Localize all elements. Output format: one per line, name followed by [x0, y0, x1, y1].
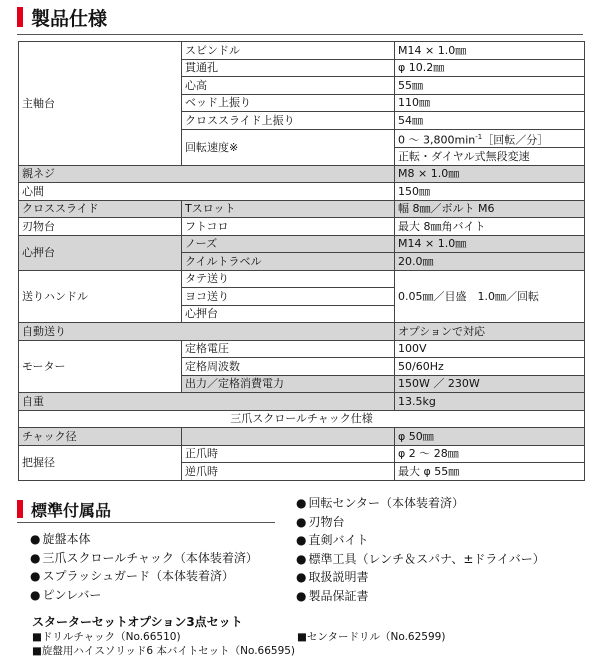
spec-label: ヨコ送り — [182, 288, 395, 306]
accessories-heading — [17, 497, 111, 521]
spec-group-label: 心押台 — [19, 235, 182, 270]
spec-value: オプションで対応 — [395, 323, 585, 341]
spec-value: 最大 8㎜角バイト — [395, 218, 585, 236]
starter-item: ■センタードリル（No.62599) — [297, 631, 446, 643]
bullet-icon: ● — [30, 569, 41, 584]
spec-value: 最大 φ 55㎜ — [395, 463, 585, 481]
spec-table — [18, 41, 585, 481]
spec-label: 定格周波数 — [182, 358, 395, 376]
spec-value: φ 50㎜ — [395, 428, 585, 446]
table-row — [19, 323, 585, 341]
spec-label: 自動送り — [19, 323, 395, 341]
spec-label: 貫通孔 — [182, 59, 395, 77]
spec-value: M8 × 1.0㎜ — [395, 165, 585, 183]
heading-divider — [17, 522, 275, 523]
spec-label: 親ネジ — [19, 165, 395, 183]
spec-label: 刃物台 — [19, 218, 182, 236]
spec-label: 定格電圧 — [182, 340, 395, 358]
spec-label: クロススライド上振り — [182, 112, 395, 130]
table-row — [19, 42, 585, 60]
table-row — [19, 165, 585, 183]
spec-value: 20.0㎜ — [395, 253, 585, 271]
spec-label: 回転速度※ — [182, 129, 395, 165]
spec-label: タテ送り — [182, 270, 395, 288]
heading-accent-bar — [17, 500, 23, 518]
table-row — [19, 183, 585, 201]
spec-value: 54㎜ — [395, 112, 585, 130]
list-item: ● 刃物台 — [296, 514, 345, 529]
spec-heading — [17, 4, 107, 30]
spec-label: 逆爪時 — [182, 463, 395, 481]
spec-value: 正転・ダイヤル式無段変速 — [395, 148, 585, 166]
starter-item: ■ドリルチャック（No.66510) — [32, 631, 181, 643]
spec-value: M14 × 1.0㎜ — [395, 235, 585, 253]
heading-accent-bar — [17, 7, 23, 27]
spec-value: 13.5kg — [395, 393, 585, 411]
spec-label: チャック径 — [19, 428, 182, 446]
bullet-icon: ● — [296, 533, 307, 548]
table-row — [19, 218, 585, 236]
list-item: ● 三爪スクロールチャック（本体装着済） — [30, 550, 258, 565]
spec-value: 50/60Hz — [395, 358, 585, 376]
accessory-list-left — [30, 530, 258, 604]
spec-group-label: 把握径 — [19, 445, 182, 480]
table-row — [19, 200, 585, 218]
spec-value: M14 × 1.0㎜ — [395, 42, 585, 60]
spec-label: 心間 — [19, 183, 395, 201]
list-item: ● 製品保証書 — [296, 588, 369, 603]
spec-group-label: 送りハンドル — [19, 270, 182, 323]
bullet-icon: ● — [296, 588, 307, 603]
chuck-spec-header: 三爪スクロールチャック仕様 — [19, 410, 585, 428]
bullet-icon: ● — [30, 587, 41, 602]
spec-value: 55㎜ — [395, 77, 585, 95]
table-row — [19, 393, 585, 411]
list-item: ● スプラッシュガード（本体装着済） — [30, 569, 235, 584]
table-row — [19, 340, 585, 358]
list-item: ● 直剣バイト — [296, 533, 369, 548]
table-row — [19, 428, 585, 446]
spec-group-label: 主軸台 — [19, 42, 182, 166]
table-row — [19, 445, 585, 463]
list-item: ● 標準工具（レンチ＆スパナ、±ドライバー） — [296, 551, 545, 566]
bullet-icon: ● — [30, 532, 41, 546]
spec-value: 0.05㎜／目盛 1.0㎜／回転 — [395, 270, 585, 323]
bullet-icon: ● — [296, 496, 307, 510]
spec-group-label: モーター — [19, 340, 182, 393]
accessories-title: 標準付属品 — [31, 500, 112, 520]
spec-label: ノーズ — [182, 235, 395, 253]
spec-label: クイルトラベル — [182, 253, 395, 271]
bullet-icon: ● — [30, 550, 41, 565]
heading-divider — [17, 34, 583, 35]
spec-sublabel: フトコロ — [182, 218, 395, 236]
spec-label: ベッド上振り — [182, 94, 395, 112]
spec-label: 心押台 — [182, 305, 395, 323]
spec-label: 心高 — [182, 77, 395, 95]
list-item: ● 取扱説明書 — [296, 570, 369, 585]
spec-value: φ 10.2㎜ — [395, 59, 585, 77]
bullet-icon: ● — [296, 570, 307, 585]
accessory-list-right — [296, 494, 545, 606]
spec-value: 幅 8㎜／ボルト M6 — [395, 200, 585, 218]
starter-set-title: スターターセットオプション3点セット — [32, 615, 243, 629]
spec-label: クロススライド — [19, 200, 182, 218]
list-item: ● ピンレバー — [30, 587, 102, 602]
spec-title: 製品仕様 — [31, 7, 108, 30]
starter-item: ■旋盤用ハイスソリッド6 本バイトセット（No.66595) — [32, 645, 296, 657]
list-item: ● 回転センター（本体装着済） — [296, 496, 465, 510]
bullet-icon: ● — [296, 551, 307, 566]
spec-label: 自重 — [19, 393, 395, 411]
spec-value: 100V — [395, 340, 585, 358]
spec-value: 0 ～ $3,800\min^{-1}[$回転／分］ — [395, 129, 585, 148]
bullet-icon: ● — [296, 514, 307, 529]
spec-sublabel: Tスロット — [182, 200, 395, 218]
spec-sublabel — [182, 428, 395, 446]
spec-label: スピンドル — [182, 42, 395, 60]
table-row — [19, 270, 585, 288]
table-row — [19, 235, 585, 253]
spec-value: 150W ／ 230W — [395, 375, 585, 393]
list-item: ● 旋盤本体 — [30, 532, 91, 546]
spec-label: 出力／定格消費電力 — [182, 375, 395, 393]
spec-value: φ 2 ～ 28㎜ — [395, 445, 585, 463]
spec-value: 110㎜ — [395, 94, 585, 112]
spec-label: 正爪時 — [182, 445, 395, 463]
spec-value: 150㎜ — [395, 183, 585, 201]
table-row — [19, 410, 585, 428]
